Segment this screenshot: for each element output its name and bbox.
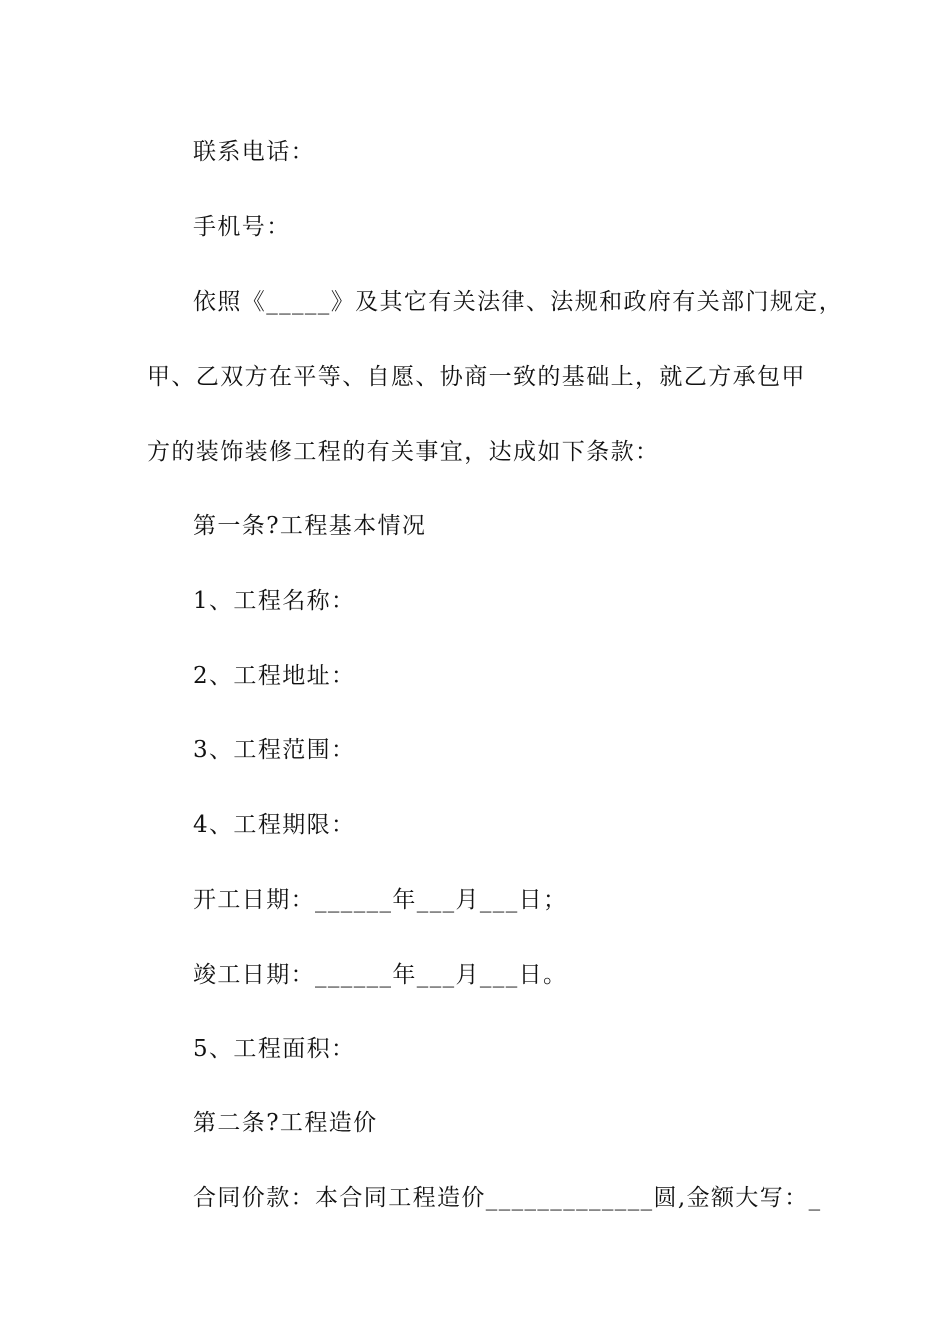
- project-scope-line: 3、工程范围：: [193, 737, 356, 763]
- project-name-line: 1、工程名称：: [193, 588, 356, 614]
- project-address-line: 2、工程地址：: [193, 663, 356, 689]
- contract-price-line: 合同价款：本合同工程造价_____________圆,金额大写：_: [193, 1185, 822, 1211]
- completion-date-line: 竣工日期：______年___月___日。: [193, 962, 568, 988]
- paragraph-line-2: 甲、乙双方在平等、自愿、协商一致的基础上，就乙方承包甲: [147, 364, 806, 390]
- article-one-heading: 第一条?工程基本情况: [193, 513, 427, 539]
- paragraph-line-1: 依照《_____》及其它有关法律、法规和政府有关部门规定，: [193, 289, 844, 315]
- paragraph-line-3: 方的装饰装修工程的有关事宜，达成如下条款：: [147, 439, 660, 465]
- contact-phone-line: 联系电话：: [193, 139, 315, 165]
- article-two-heading: 第二条?工程造价: [193, 1110, 378, 1136]
- start-date-line: 开工日期：______年___月___日；: [193, 887, 568, 913]
- project-area-line: 5、工程面积：: [193, 1036, 356, 1062]
- mobile-number-line: 手机号：: [193, 214, 291, 240]
- project-period-line: 4、工程期限：: [193, 812, 356, 838]
